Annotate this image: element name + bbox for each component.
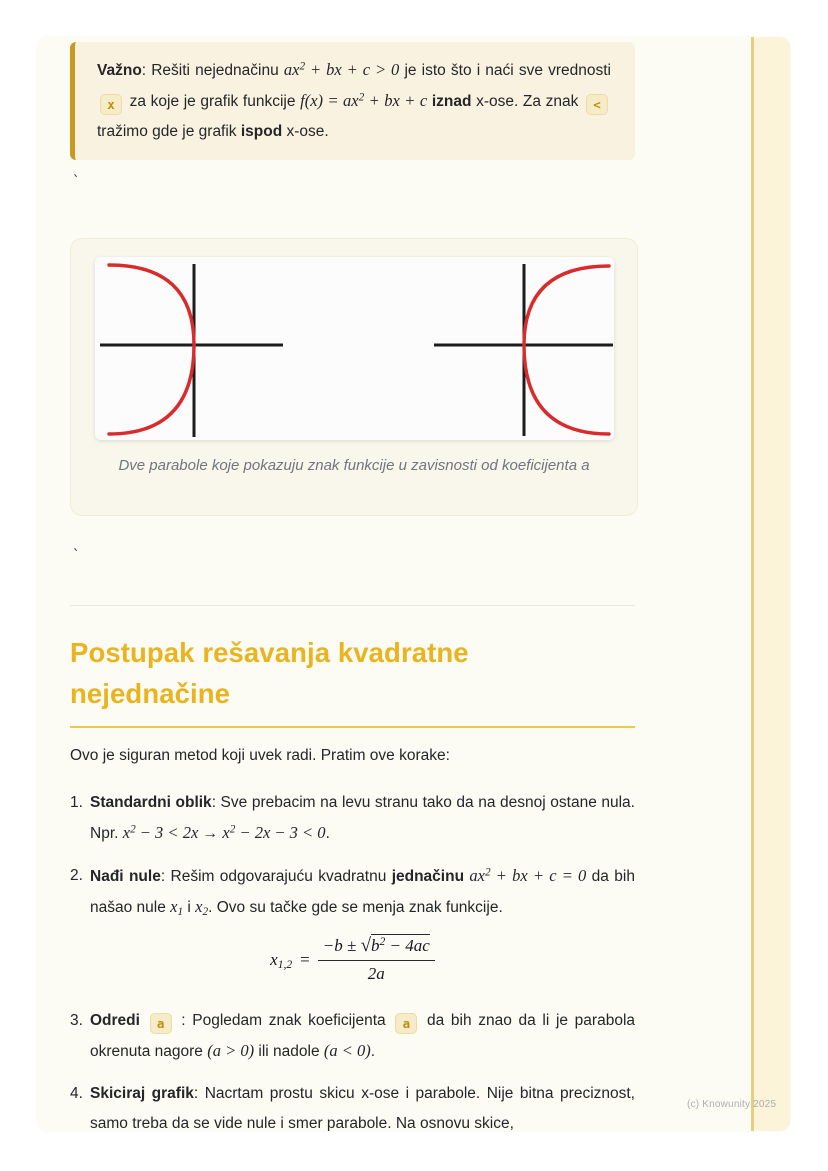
plain-text: tražimo gde je grafik [97,123,241,140]
inline-code-badge: x [100,94,122,115]
plain-text: : Sve prebacim na levu stranu tako da na desnoj ostane nula. Npr. [90,794,635,842]
stray-backtick-2: ` [72,548,81,564]
plain-text: → [198,825,223,842]
step-text [90,788,635,849]
formula-denominator: 2a [367,964,385,983]
plain-text: x-ose. Za znak [471,93,584,110]
watermark: (c) Knowunity 2025 [687,1099,777,1110]
square-root [361,936,430,955]
document-page [37,37,790,1131]
right-parabola-curve [524,266,609,434]
inline-math: $x^2 - 2x - 3 < 0$ [222,823,326,842]
quadratic-formula [70,935,635,984]
bold-text: Skiciraj grafik [90,1085,194,1102]
page-edge-stripe [751,37,790,1131]
page-content [37,37,635,1131]
plain-text: da bih našao nule [90,868,635,916]
step-text [90,1006,635,1067]
formula-equals: = [300,949,310,969]
inline-code-badge: a [395,1013,417,1034]
step-item-2 [70,861,635,923]
step-number: 2. [70,867,83,884]
plain-text: za koje je grafik funkcije [125,93,301,110]
plain-text: : Pogledam znak koeficijenta [174,1012,393,1029]
formula-numerator [318,935,435,961]
plain-text: . Ovo su tačke gde se menja znak funkcije. [208,899,503,916]
formula-lhs: $x_{1,2}$ [270,949,293,971]
plain-text: i [183,899,196,916]
bold-text: Standardni oblik [90,794,212,811]
callout-text [97,55,611,147]
bold-text: Nađi nule [90,868,161,885]
stray-backtick-1: ` [72,174,81,190]
important-callout [70,42,635,160]
plain-text: je isto što i naći sve vrednosti [399,62,611,79]
bold-text: Važno [97,62,142,79]
left-parabola-curve [109,265,194,434]
bold-text: iznad [431,93,472,110]
inline-math: $x_2$ [195,897,209,918]
inline-math: $ax^2$ + bx + c > 0 [283,60,400,79]
bold-text: Odredi [90,1012,140,1029]
plain-text: : Nacrtam prostu skicu x-ose i parabole. Nije bitna preciznost, samo treba da se vide nule i smer parabole. Na osnovu skice, [90,1085,635,1131]
bold-text: jednačinu [391,868,465,885]
step-number: 3. [70,1012,83,1029]
inline-code-badge: a [150,1013,172,1034]
formula-numerator-prefix: −b ± [322,936,361,955]
plain-text: ili nadole [254,1043,324,1060]
inline-math: (a < 0) [323,1041,371,1060]
plain-text: : Rešiti nejednačinu [141,62,284,79]
plain-text [140,1012,147,1029]
step-text [90,861,635,923]
plain-text: . [370,1043,376,1060]
bold-text: ispod [240,123,283,140]
inline-math: $f(x) = ax^2$ + bx + c [300,91,428,110]
step-number: 4. [70,1085,83,1102]
heading-underline [70,726,635,728]
step-item-1 [70,788,635,849]
figure-caption: Dve parabole koje pokazuju znak funkcije u zavisnosti od koeficijenta a [118,457,590,474]
inline-code-badge: < [586,94,608,115]
inline-math: $ax^2$ + bx + c = 0 [469,866,587,885]
parabola-figure [95,257,614,440]
section-divider [70,605,635,606]
figure-card [70,238,638,516]
radical-sign: √ [360,935,372,956]
plain-text: x-ose. [282,123,329,140]
inline-math: $x_1$ [170,897,184,918]
steps-list [70,788,635,1131]
intro-paragraph: Ovo je siguran metod koji uvek radi. Pratim ove korake: [70,747,450,764]
inline-math: $x^2 - 3 < 2x$ [122,823,199,842]
step-number: 1. [70,794,83,811]
parabola-svg [95,257,614,440]
radicand: $b^2 - 4ac$ [371,935,430,955]
plain-text: . [325,825,330,842]
step-item-3 [70,1006,635,1067]
plain-text: da bih znao da li je parabola okrenuta nagore [90,1012,636,1060]
section-heading: Postupak rešavanja kvadratne nejednačine [70,637,469,709]
step-text [90,1079,635,1131]
inline-math: (a > 0) [207,1041,255,1060]
plain-text: : Rešim odgovarajuću kvadratnu [160,868,392,885]
formula-fraction [318,935,435,984]
step-item-4 [70,1079,635,1131]
